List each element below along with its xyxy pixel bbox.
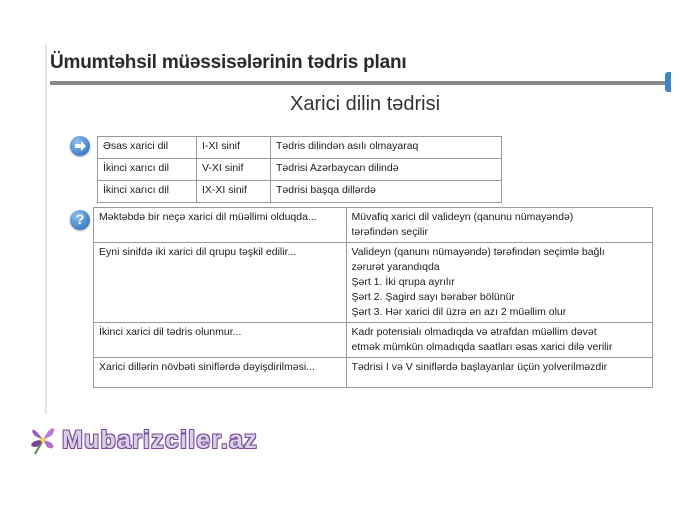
answer-line: etmək mümkün olmadıqda saatları əsas xarici dilə verilir [351, 341, 613, 353]
page-title: Ümumtəhsil müəssisələrinin tədris planı [50, 52, 407, 73]
answer-line: Şərt 3. Hər xarici dil üzrə ən azı 2 müəllim olur [351, 306, 567, 318]
table-cell: I-XI sinif [197, 137, 271, 159]
answer-cell [346, 358, 653, 388]
answer-line: Müvafiq xarici dil valideyn (qanunu nümayəndə) [351, 211, 574, 223]
answer-cell [346, 323, 653, 358]
answer-line: Şərt 2. Şagird sayı bərabər bölünür [351, 291, 515, 303]
answer-line: Kadr potensialı olmadıqda və ətrafdan müəllim dəvət [351, 326, 597, 338]
table-cell: Tədrisi Azərbaycan dilində [271, 159, 502, 181]
arrow-right-icon [70, 136, 90, 156]
answer-line: Tədrisi I və V siniflərdə başlayanlar üçün yolverilməzdir [351, 361, 608, 373]
edge-accent [665, 72, 671, 92]
faq-table [93, 207, 653, 388]
table-row [94, 208, 653, 243]
question-cell: Xarici dillərin növbəti siniflərdə dəyişdirilməsi... [94, 358, 347, 388]
left-margin-rule [45, 44, 47, 414]
table-cell: Tədrisi başqa dillərdə [271, 181, 502, 203]
table-row [94, 243, 653, 323]
table-row [94, 323, 653, 358]
table-row [98, 159, 502, 181]
table-cell: V-XI sinif [197, 159, 271, 181]
answer-line: tərəfindən seçilir [351, 226, 428, 238]
answer-line: Şərt 1. İki qrupa ayrılır [351, 276, 455, 288]
flower-logo-icon [25, 420, 61, 456]
question-cell: İkinci xarici dil tədris olunmur... [94, 323, 347, 358]
slide-subtitle: Xarici dilin tədrisi [290, 93, 441, 115]
answer-cell [346, 208, 653, 243]
answer-line: zərurət yarandıqda [351, 261, 440, 273]
table-row [94, 358, 653, 388]
table-cell: İkinci xarıcı dil [98, 159, 197, 181]
table-cell: Tədris dilindən asılı olmayaraq [271, 137, 502, 159]
table-cell: İkinci xarıcı dil [98, 181, 197, 203]
question-cell: Eyni sinifdə iki xarici dil qrupu təşkil edilir... [94, 243, 347, 323]
question-glyph: ? [75, 211, 85, 227]
table-cell: IX-XI sinif [197, 181, 271, 203]
watermark-text: Mubarizciler.az [62, 426, 258, 454]
question-mark-icon [70, 210, 90, 230]
answer-cell [346, 243, 653, 323]
answer-line: Valideyn (qanunı nümayəndə) tərəfindən seçimlə bağlı [351, 246, 605, 258]
title-underline [50, 81, 670, 85]
table-row [98, 137, 502, 159]
question-cell: Məktəbdə bir neçə xarici dil müəllimi olduqda... [94, 208, 347, 243]
table-row [98, 181, 502, 203]
language-levels-table [97, 136, 502, 203]
table-cell: Əsas xarici dil [98, 137, 197, 159]
